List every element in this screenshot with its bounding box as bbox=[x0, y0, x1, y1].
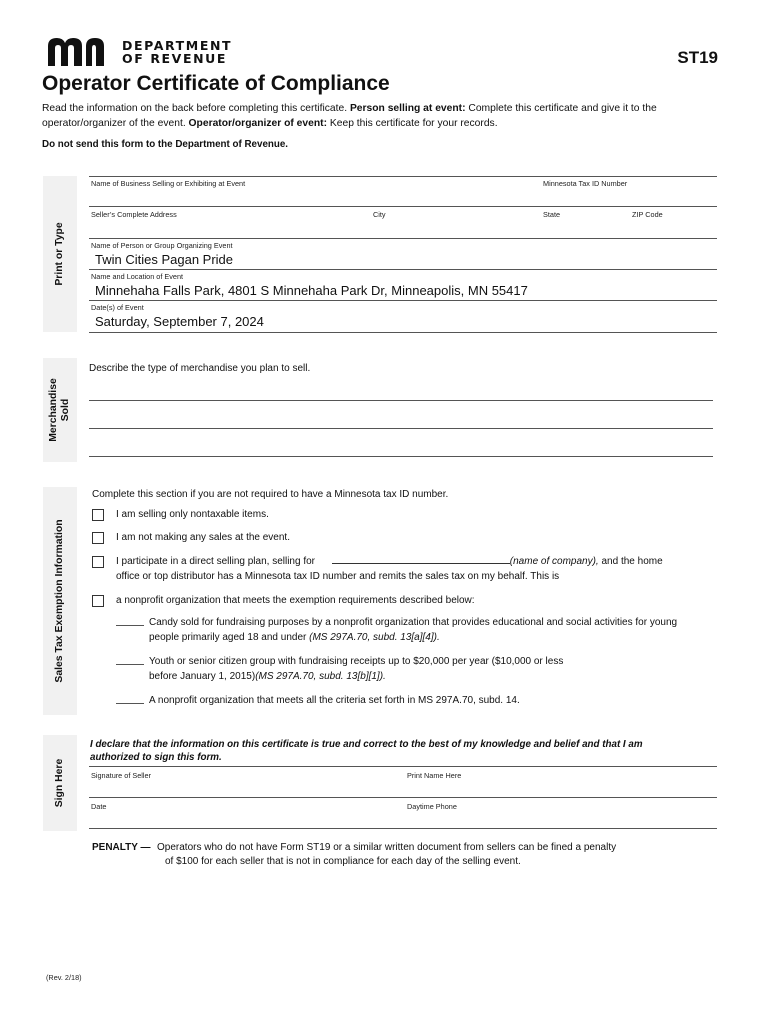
merchandise-line-1[interactable] bbox=[89, 400, 713, 401]
intro-part-2: Complete this certificate and give it to the operator/organizer of the event. bbox=[42, 103, 657, 129]
sidebar-print-or-type bbox=[43, 176, 77, 332]
page-title: Operator Certificate of Compliance bbox=[42, 72, 390, 95]
youth-text-b: before January 1, 2015) bbox=[149, 670, 256, 682]
date-label: Date bbox=[91, 802, 107, 811]
direct-selling-text-c: and the home bbox=[598, 556, 663, 567]
business-name-label: Name of Business Selling or Exhibiting at Event bbox=[91, 179, 246, 188]
merchandise-prompt: Describe the type of merchandise you plan to sell. bbox=[89, 363, 311, 374]
nontaxable-label: I am selling only nontaxable items. bbox=[116, 509, 269, 520]
organizer-rule bbox=[89, 269, 717, 270]
intro-bold-2: Operator/organizer of event: bbox=[188, 118, 328, 129]
top-rule bbox=[89, 176, 717, 177]
dates-label: Date(s) of Event bbox=[91, 303, 144, 312]
youth-blank[interactable] bbox=[116, 664, 144, 665]
signature-field[interactable] bbox=[89, 797, 717, 798]
candy-text bbox=[149, 616, 719, 645]
tax-id-label: Minnesota Tax ID Number bbox=[543, 179, 628, 188]
candy-citation: (MS 297A.70, subd. 13[a][4]). bbox=[309, 631, 440, 643]
no-sales-checkbox[interactable] bbox=[92, 532, 104, 544]
sidebar-merchandise-line-2: Sold bbox=[60, 398, 71, 422]
intro-bold-1: Person selling at event: bbox=[349, 103, 466, 114]
merchandise-line-2[interactable] bbox=[89, 428, 713, 429]
date-phone-field[interactable] bbox=[89, 828, 717, 829]
sidebar-merchandise-sold bbox=[43, 358, 77, 462]
penalty-text-2: of $100 for each seller that is not in compliance for each day of the selling event. bbox=[165, 856, 521, 867]
youth-text bbox=[149, 655, 719, 684]
direct-selling-checkbox[interactable] bbox=[92, 556, 104, 568]
business-name-field[interactable] bbox=[89, 206, 717, 207]
address-field[interactable] bbox=[89, 238, 717, 239]
revenue-logo bbox=[48, 38, 232, 66]
youth-citation: (MS 297A.70, subd. 13[b][1]). bbox=[255, 670, 386, 682]
company-name-field[interactable] bbox=[332, 563, 510, 564]
nonprofit-label: a nonprofit organization that meets the exemption requirements described below: bbox=[116, 595, 475, 606]
intro-part-1: Read the information on the back before completing this certificate. bbox=[42, 103, 350, 114]
candy-text-b: people primarily aged 18 and under bbox=[149, 631, 310, 643]
logo-line-2: OF REVENUE bbox=[122, 51, 228, 66]
nontaxable-checkbox[interactable] bbox=[92, 509, 104, 521]
logo-line-1: DEPARTMENT bbox=[122, 38, 233, 53]
location-field[interactable]: Minnehaha Falls Park, 4801 S Minnehaha Park Dr, Minneapolis, MN 55417 bbox=[95, 283, 528, 298]
nonprofit-checkbox[interactable] bbox=[92, 595, 104, 607]
organizer-label: Name of Person or Group Organizing Event bbox=[91, 241, 233, 250]
direct-selling-text-a: I participate in a direct selling plan, selling for bbox=[116, 556, 315, 567]
no-sales-label: I am not making any sales at the event. bbox=[116, 532, 290, 543]
no-send-notice: Do not send this form to the Department of Revenue. bbox=[42, 139, 289, 150]
direct-selling-label bbox=[116, 555, 716, 584]
dates-rule bbox=[89, 332, 717, 333]
mn-logo-icon bbox=[48, 38, 114, 66]
direct-selling-text-d: office or top distributor has a Minnesota tax ID number and remits the sales tax on my behalf. This is bbox=[116, 570, 560, 582]
organizer-field[interactable]: Twin Cities Pagan Pride bbox=[95, 252, 234, 267]
address-label: Seller’s Complete Address bbox=[91, 210, 177, 219]
phone-label: Daytime Phone bbox=[407, 802, 457, 811]
sidebar-sign-here-label: Sign Here bbox=[54, 758, 65, 808]
state-label: State bbox=[543, 210, 561, 219]
company-name-hint: (name of company), bbox=[509, 556, 599, 567]
sidebar-print-or-type-label: Print or Type bbox=[54, 222, 65, 286]
zip-label: ZIP Code bbox=[632, 210, 663, 219]
penalty-text-1: Operators who do not have Form ST19 or a similar written document from sellers can be fined a penalty bbox=[157, 842, 617, 853]
nonprofit-criteria-blank[interactable] bbox=[116, 703, 144, 704]
merchandise-line-3[interactable] bbox=[89, 456, 713, 457]
location-label: Name and Location of Event bbox=[91, 272, 184, 281]
sidebar-merchandise-label bbox=[48, 378, 72, 442]
exemption-intro: Complete this section if you are not required to have a Minnesota tax ID number. bbox=[92, 489, 449, 500]
candy-text-a: Candy sold for fundraising purposes by a nonprofit organization that provides educational and social activities for young bbox=[149, 617, 678, 628]
sidebar-merchandise-line-1: Merchandise bbox=[48, 378, 59, 442]
location-rule bbox=[89, 300, 717, 301]
declaration-rule bbox=[89, 766, 717, 767]
form-id: ST19 bbox=[677, 48, 718, 67]
intro-text bbox=[42, 101, 732, 131]
intro-part-3: Keep this certificate for your records. bbox=[327, 118, 498, 129]
revision-note: (Rev. 2/18) bbox=[46, 973, 82, 982]
sidebar-sign-here bbox=[43, 735, 77, 831]
declaration: I declare that the information on this certificate is true and correct to the best of my knowledge and belief and that I am authorized to sign this form. bbox=[90, 739, 643, 763]
dates-field[interactable]: Saturday, September 7, 2024 bbox=[95, 314, 264, 329]
city-label: City bbox=[373, 210, 386, 219]
penalty-label: PENALTY — bbox=[92, 842, 151, 853]
candy-blank[interactable] bbox=[116, 625, 144, 626]
print-name-label: Print Name Here bbox=[407, 771, 462, 780]
nonprofit-criteria-text: A nonprofit organization that meets all the criteria set forth in MS 297A.70, subd. 14. bbox=[149, 695, 520, 706]
sidebar-sales-tax-label: Sales Tax Exemption Information bbox=[54, 519, 65, 683]
signature-label: Signature of Seller bbox=[91, 771, 152, 780]
sidebar-sales-tax-exemption bbox=[43, 487, 77, 715]
youth-text-a: Youth or senior citizen group with fundraising receipts up to $20,000 per year ($10,000 or less bbox=[149, 656, 564, 667]
